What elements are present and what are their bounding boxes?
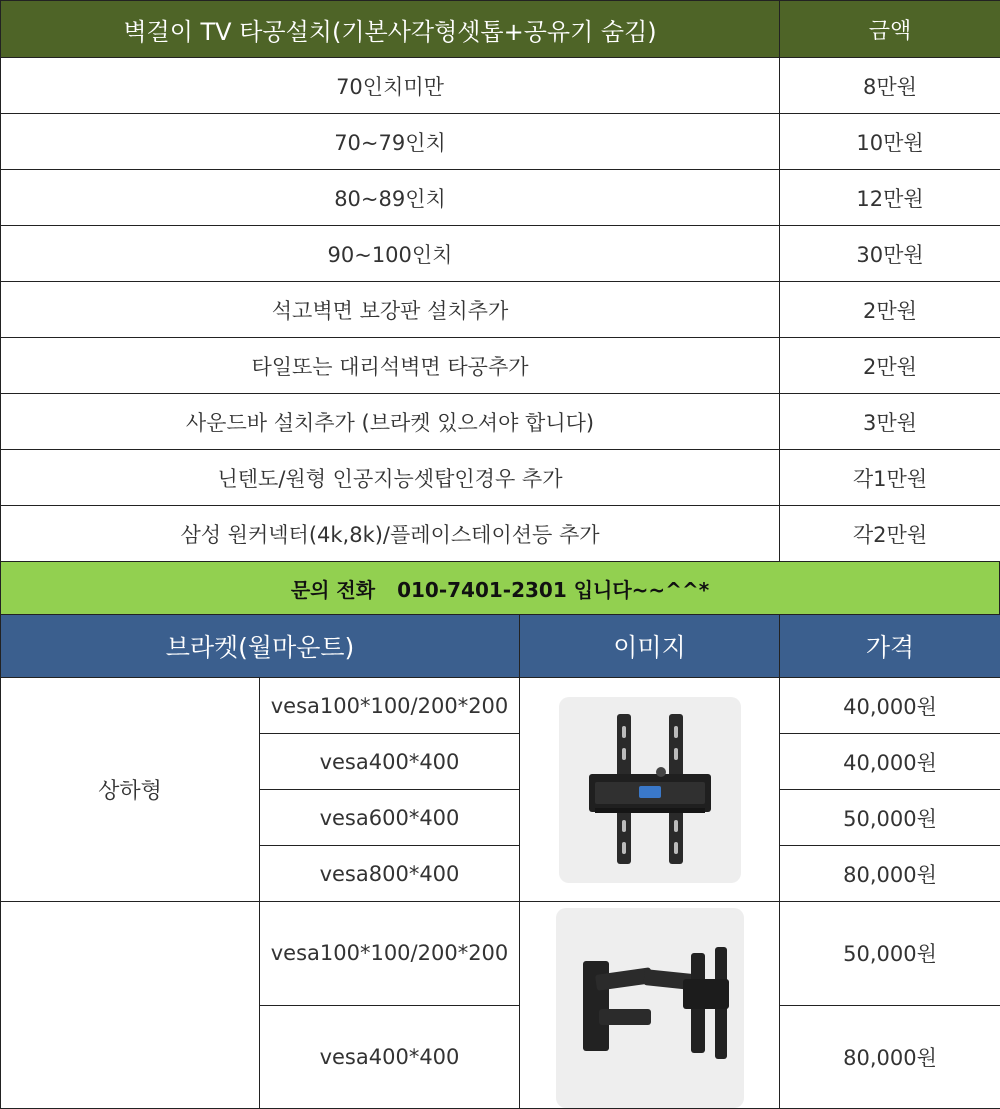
price-cell: 8만원 (780, 58, 1000, 114)
price-cell: 50,000원 (780, 902, 1000, 1006)
table-row (1, 170, 1000, 226)
item-cell: 90~100인치 (1, 226, 780, 282)
price-cell: 40,000원 (780, 734, 1000, 790)
price-cell: 각1만원 (780, 450, 1000, 506)
vesa-spec-cell: vesa100*100/200*200 (260, 678, 520, 734)
table-row (1, 282, 1000, 338)
amount-header: 금액 (780, 1, 1000, 58)
price-table-header (1, 1, 1000, 58)
item-cell: 닌텐도/원형 인공지능셋탑인경우 추가 (1, 450, 780, 506)
table-row (1, 450, 1000, 506)
price-header: 가격 (780, 615, 1000, 678)
contact-label: 문의 전화 (291, 574, 375, 603)
item-cell: 삼성 원커넥터(4k,8k)/플레이스테이션등 추가 (1, 506, 780, 562)
item-cell: 석고벽면 보강판 설치추가 (1, 282, 780, 338)
item-cell: 70인치미만 (1, 58, 780, 114)
bracket-table-header (1, 615, 1000, 678)
table-row (1, 338, 1000, 394)
price-cell: 각2만원 (780, 506, 1000, 562)
price-cell: 10만원 (780, 114, 1000, 170)
item-cell: 80~89인치 (1, 170, 780, 226)
image-header: 이미지 (520, 615, 780, 678)
item-cell: 사운드바 설치추가 (브라켓 있으셔야 합니다) (1, 394, 780, 450)
service-header: 벽걸이 TV 타공설치(기본사각형셋톱+공유기 숨김) (1, 1, 780, 58)
tilt-mount-icon (575, 702, 725, 878)
vesa-spec-cell: vesa400*400 (260, 734, 520, 790)
table-row (1, 114, 1000, 170)
contact-banner (0, 562, 1000, 614)
item-cell: 70~79인치 (1, 114, 780, 170)
full-motion-mount-image (556, 908, 744, 1108)
table-row (1, 58, 1000, 114)
table-row (1, 394, 1000, 450)
vesa-spec-cell: vesa800*400 (260, 846, 520, 902)
price-cell: 50,000원 (780, 790, 1000, 846)
price-cell: 12만원 (780, 170, 1000, 226)
table-row (1, 902, 1000, 1006)
mount-image-cell (520, 902, 780, 1109)
price-cell: 3만원 (780, 394, 1000, 450)
contact-phone[interactable]: 010-7401-2301 입니다~~^^* (397, 574, 709, 603)
vesa-spec-cell: vesa600*400 (260, 790, 520, 846)
full-motion-mount-icon (565, 913, 735, 1103)
price-cell: 80,000원 (780, 846, 1000, 902)
table-row (1, 506, 1000, 562)
tilt-mount-image (559, 697, 741, 883)
vesa-spec-cell: vesa400*400 (260, 1005, 520, 1109)
mount-image-cell (520, 678, 780, 902)
table-row (1, 678, 1000, 734)
price-cell: 2만원 (780, 282, 1000, 338)
bracket-table (0, 614, 1000, 1109)
bracket-header: 브라켓(월마운트) (1, 615, 520, 678)
mount-type-cell (1, 902, 260, 1109)
price-cell: 2만원 (780, 338, 1000, 394)
price-cell: 80,000원 (780, 1005, 1000, 1109)
item-cell: 타일또는 대리석벽면 타공추가 (1, 338, 780, 394)
price-cell: 40,000원 (780, 678, 1000, 734)
mount-type-cell: 상하형 (1, 678, 260, 902)
vesa-spec-cell: vesa100*100/200*200 (260, 902, 520, 1006)
price-cell: 30만원 (780, 226, 1000, 282)
table-row (1, 226, 1000, 282)
